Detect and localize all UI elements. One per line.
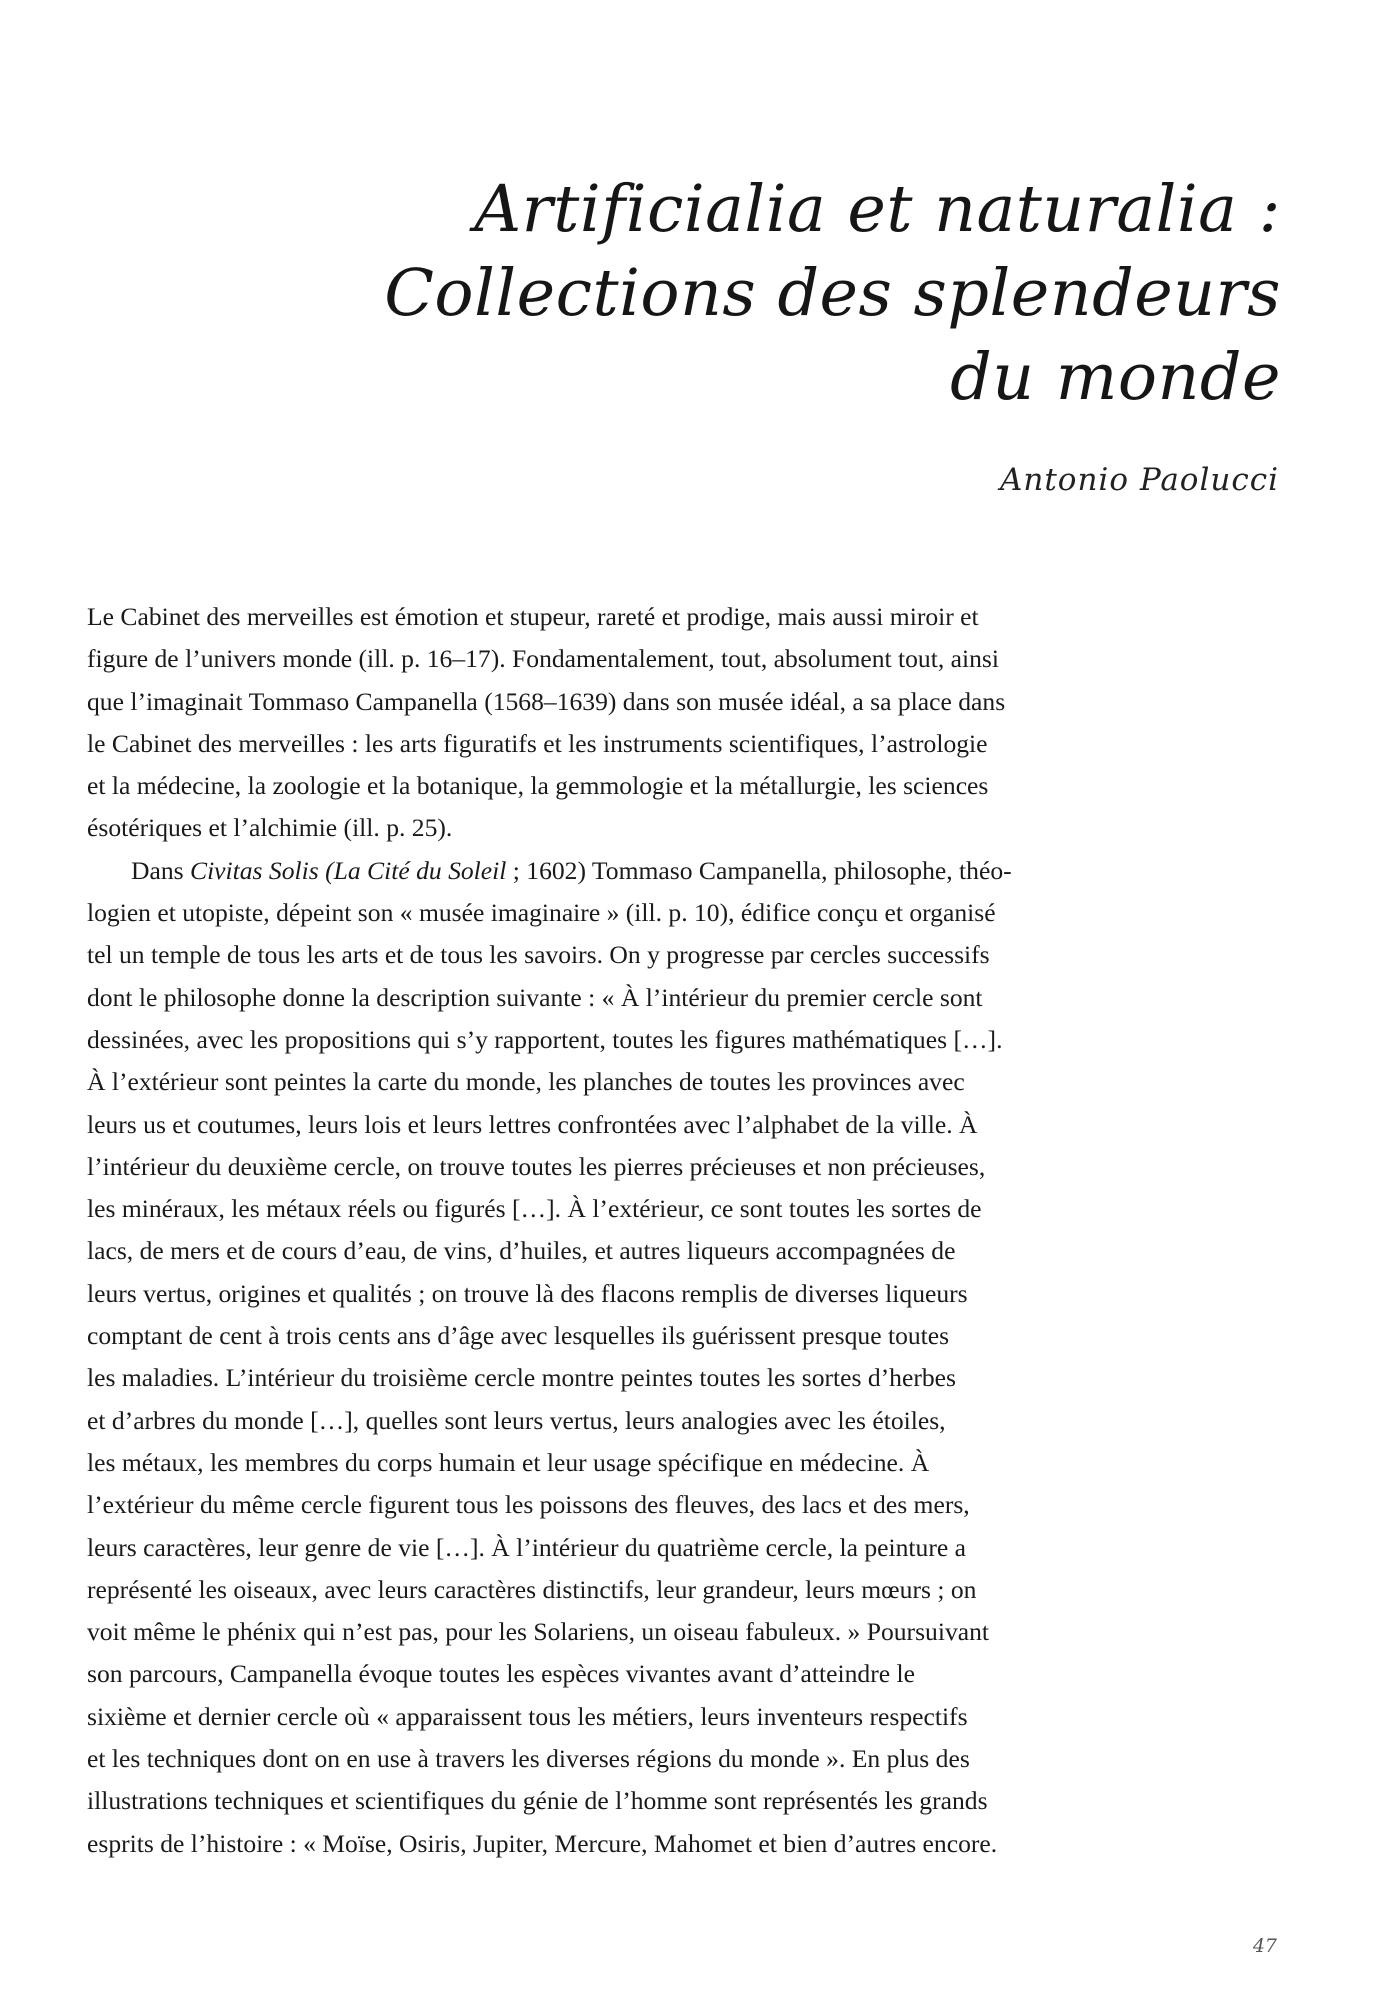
text-line: l’intérieur du deuxième cercle, on trouve toutes les pierres précieuses et non précieuses, [87, 1151, 986, 1181]
text-line: les minéraux, les métaux réels ou figurés […]. À l’extérieur, ce sont toutes les sortes de [87, 1194, 982, 1224]
text-line: leurs vertus, origines et qualités ; on trouve là des flacons remplis de diverses liqueurs [87, 1278, 968, 1308]
text-line: lacs, de mers et de cours d’eau, de vins, d’huiles, et autres liqueurs accompagnées de [87, 1236, 956, 1266]
text-line: illustrations techniques et scientifiques du génie de l’homme sont représentés les grands [87, 1786, 988, 1816]
text-line: les métaux, les membres du corps humain et leur usage spécifique en médecine. À [87, 1447, 930, 1477]
text-line: et les techniques dont on en use à travers les diverses régions du monde ». En plus des [87, 1744, 970, 1774]
chapter-title-line-2: Collections des splendeurs [384, 256, 1281, 331]
chapter-title [381, 168, 1281, 420]
author-name: Antonio Paolucci [999, 462, 1279, 498]
text-line: Le Cabinet des merveilles est émotion et stupeur, rareté et prodige, mais aussi miroir et [87, 602, 979, 631]
text-line: figure de l’univers monde (ill. p. 16–17). Fondamentalement, tout, absolument tout, ainsi [87, 644, 999, 674]
body-text [87, 596, 1272, 1865]
page-number: 47 [1252, 1935, 1277, 1957]
text-segment: ; 1602) Tommaso Campanella, philosophe, théo- [506, 855, 1012, 885]
text-line: À l’extérieur sont peintes la carte du monde, les planches de toutes les provinces avec [87, 1067, 965, 1097]
text-line: le Cabinet des merveilles : les arts figuratifs et les instruments scientifiques, l’astrologie [87, 728, 988, 758]
text-line: l’extérieur du même cercle figurent tous les poissons des fleuves, des lacs et des mers, [87, 1490, 970, 1520]
text-line: sixième et dernier cercle où « apparaissent tous les métiers, leurs inventeurs respectifs [87, 1701, 968, 1731]
book-title-italic: Civitas Solis (La Cité du Soleil [190, 855, 507, 885]
text-line: esprits de l’histoire : « Moïse, Osiris, Jupiter, Mercure, Mahomet et bien d’autres encore. [87, 1828, 998, 1858]
text-line: que l’imaginait Tommaso Campanella (1568–1639) dans son musée idéal, a sa place dans [87, 686, 1006, 716]
text-line: dessinées, avec les propositions qui s’y rapportent, toutes les figures mathématiques […]. [87, 1024, 1003, 1054]
text-line: et la médecine, la zoologie et la botanique, la gemmologie et la métallurgie, les sciences [87, 771, 989, 801]
text-line-paragraph-start [87, 850, 1272, 892]
text-line: son parcours, Campanella évoque toutes les espèces vivantes avant d’atteindre le [87, 1659, 915, 1689]
text-line: comptant de cent à trois cents ans d’âge avec lesquelles ils guérissent presque toutes [87, 1321, 950, 1351]
text-segment: Dans [131, 855, 190, 885]
text-line: les maladies. L’intérieur du troisième cercle montre peintes toutes les sortes d’herbes [87, 1363, 956, 1393]
text-line: voit même le phénix qui n’est pas, pour les Solariens, un oiseau fabuleux. » Poursuivant [87, 1617, 990, 1647]
text-line: leurs us et coutumes, leurs lois et leurs lettres confrontées avec l’alphabet de la ville. À [87, 1109, 978, 1139]
text-line: et d’arbres du monde […], quelles sont leurs vertus, leurs analogies avec les étoiles, [87, 1405, 946, 1435]
text-line: leurs caractères, leur genre de vie […]. À l’intérieur du quatrième cercle, la peinture a [87, 1532, 966, 1562]
text-line: logien et utopiste, dépeint son « musée imaginaire » (ill. p. 10), édifice conçu et organisé [87, 898, 996, 928]
text-line: tel un temple de tous les arts et de tous les savoirs. On y progresse par cercles successifs [87, 940, 990, 970]
chapter-title-line-1: Artificialia et naturalia : [474, 172, 1281, 247]
text-line: ésotériques et l’alchimie (ill. p. 25). [87, 813, 453, 843]
text-line: représenté les oiseaux, avec leurs caractères distinctifs, leur grandeur, leurs mœurs ; on [87, 1574, 977, 1604]
text-line: dont le philosophe donne la description suivante : « À l’intérieur du premier cercle sont [87, 982, 983, 1012]
chapter-title-line-3: du monde [950, 340, 1281, 415]
